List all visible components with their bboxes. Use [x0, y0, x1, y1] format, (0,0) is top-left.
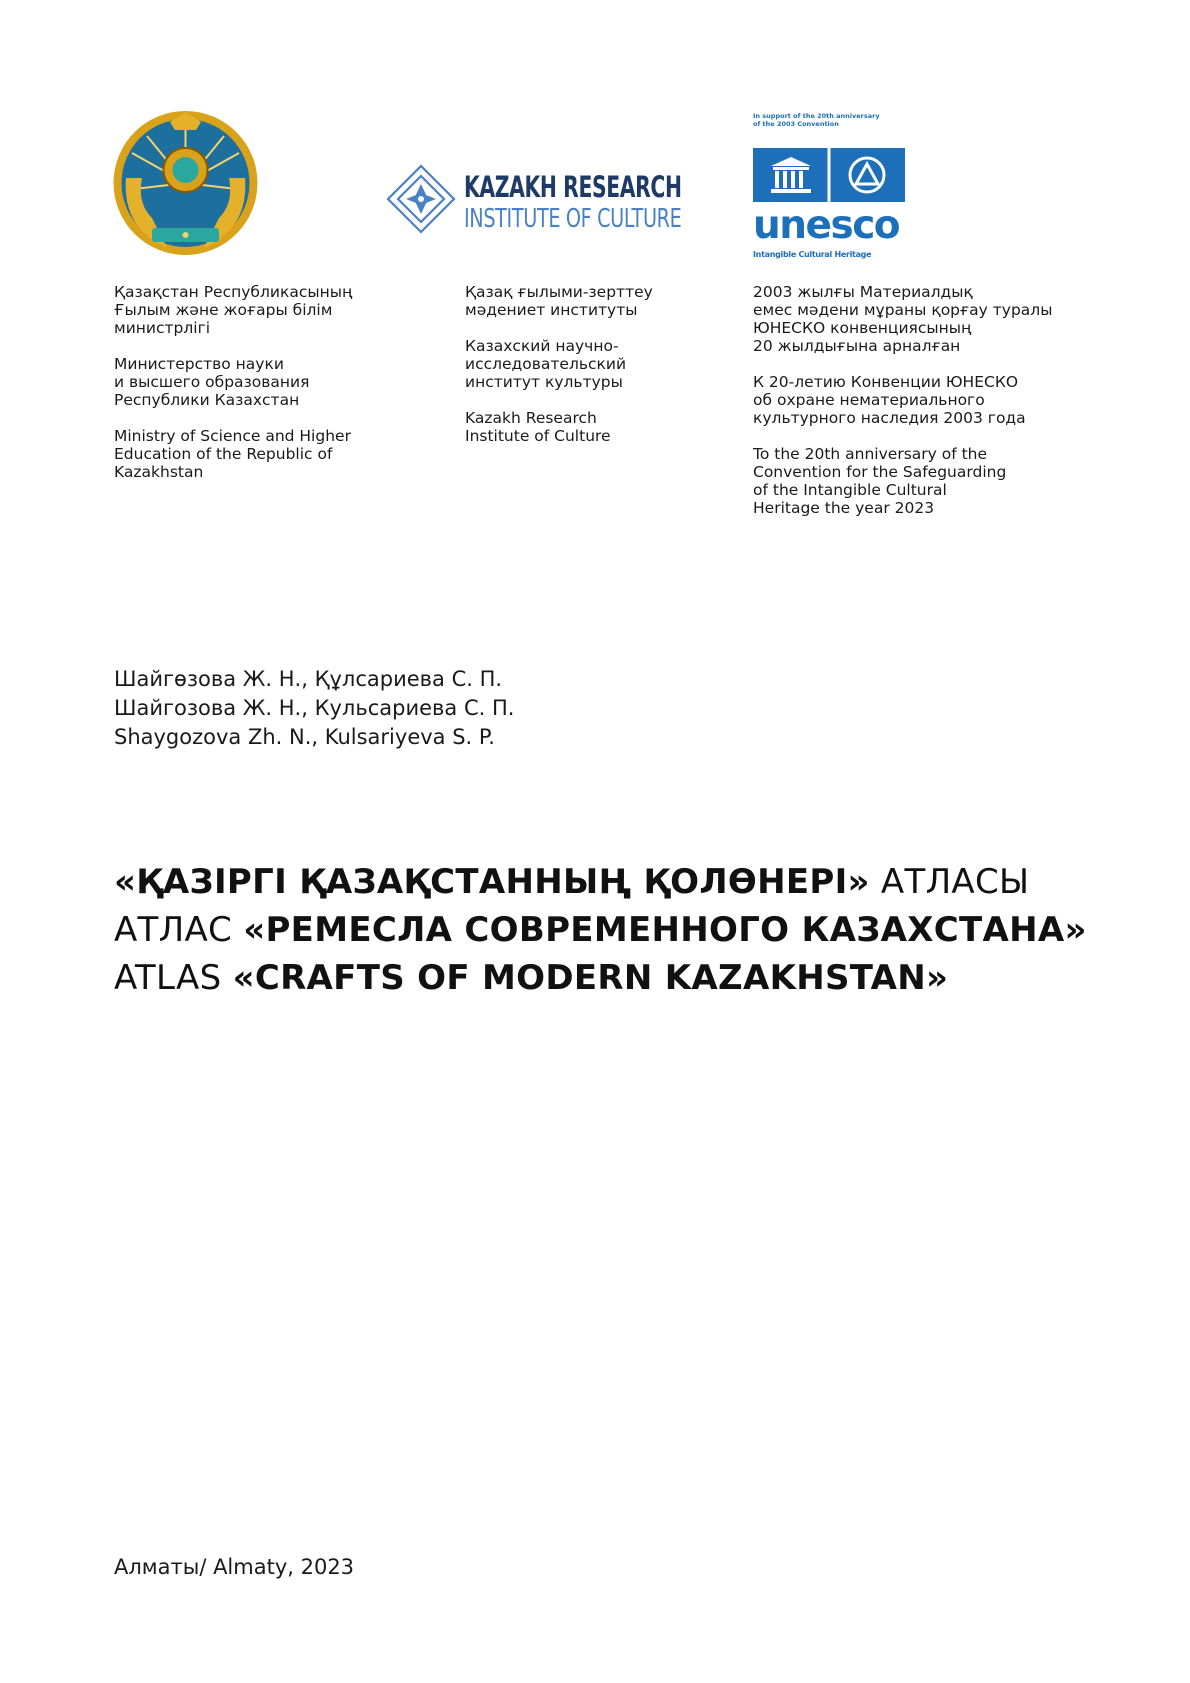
ministry-column	[114, 283, 414, 499]
title-kk-plain: АТЛАСЫ	[869, 862, 1030, 902]
unesco-wordmark: unesco	[753, 203, 900, 248]
unesco-temple-icon	[753, 148, 905, 202]
title-en	[114, 954, 1087, 1002]
title-ru	[114, 906, 1087, 954]
author-line-en: Shaygozova Zh. N., Kulsariyeva S. P.	[114, 725, 495, 749]
title-kk-bold: «ҚАЗІРГІ ҚАЗАҚСТАННЫҢ ҚОЛӨНЕРІ»	[114, 862, 870, 902]
institute-en: Kazakh Research Institute of Culture	[465, 409, 611, 445]
institute-logo-line1: KAZAKH RESEARCH	[464, 170, 682, 204]
institute-column	[465, 283, 705, 463]
unesco-ru: К 20-летию Конвенции ЮНЕСКО об охране нематериального культурного наследия 2003 года	[753, 373, 1026, 427]
unesco-en: To the 20th anniversary of the Convention for the Safeguarding of the Intangible Cultural Heritage the year 2023	[753, 445, 1007, 517]
authors-block	[114, 665, 514, 752]
author-line-kk: Шайгөзова Ж. Н., Құлсариева С. П.	[114, 667, 503, 691]
unesco-column	[753, 283, 1073, 535]
unesco-logo	[753, 112, 905, 260]
ministry-en: Ministry of Science and Higher Education of the Republic of Kazakhstan	[114, 427, 351, 481]
institute-logo	[386, 164, 682, 240]
author-line-ru: Шайгозова Ж. Н., Кульсариева С. П.	[114, 696, 515, 720]
title-ru-bold: «РЕМЕСЛА СОВРЕМЕННОГО КАЗАХСТАНА»	[243, 910, 1087, 950]
ministry-ru: Министерство науки и высшего образования Республики Казахстан	[114, 355, 310, 409]
title-en-plain: ATLAS	[114, 958, 233, 998]
publication-place-year: Алматы/ Almaty, 2023	[114, 1555, 355, 1579]
unesco-kk: 2003 жылғы Материалдық емес мәдени мұраны қорғау туралы ЮНЕСКО конвенциясының 20 жылдығына арналған	[753, 283, 1053, 355]
title-ru-plain: АТЛАС	[114, 910, 244, 950]
ministry-kk: Қазақстан Республикасының Ғылым және жоғары білім министрлігі	[114, 283, 353, 337]
kazakhstan-emblem-icon	[112, 108, 259, 258]
institute-kk: Қазақ ғылыми-зерттеу мәдениет институты	[465, 283, 653, 319]
title-en-bold: «CRAFTS OF MODERN KAZAKHSTAN»	[232, 958, 949, 998]
unesco-support-text: In support of the 20th anniversary of the 2003 Convention	[753, 112, 880, 128]
kric-ornament-icon	[386, 164, 456, 234]
institute-logo-line2: INSTITUTE OF CULTURE	[464, 204, 682, 234]
unesco-ich-text: Intangible Cultural Heritage	[753, 250, 872, 259]
atlas-title	[114, 858, 1087, 1002]
institute-ru: Казахский научно- исследовательский институт культуры	[465, 337, 627, 391]
title-kk	[114, 858, 1087, 906]
